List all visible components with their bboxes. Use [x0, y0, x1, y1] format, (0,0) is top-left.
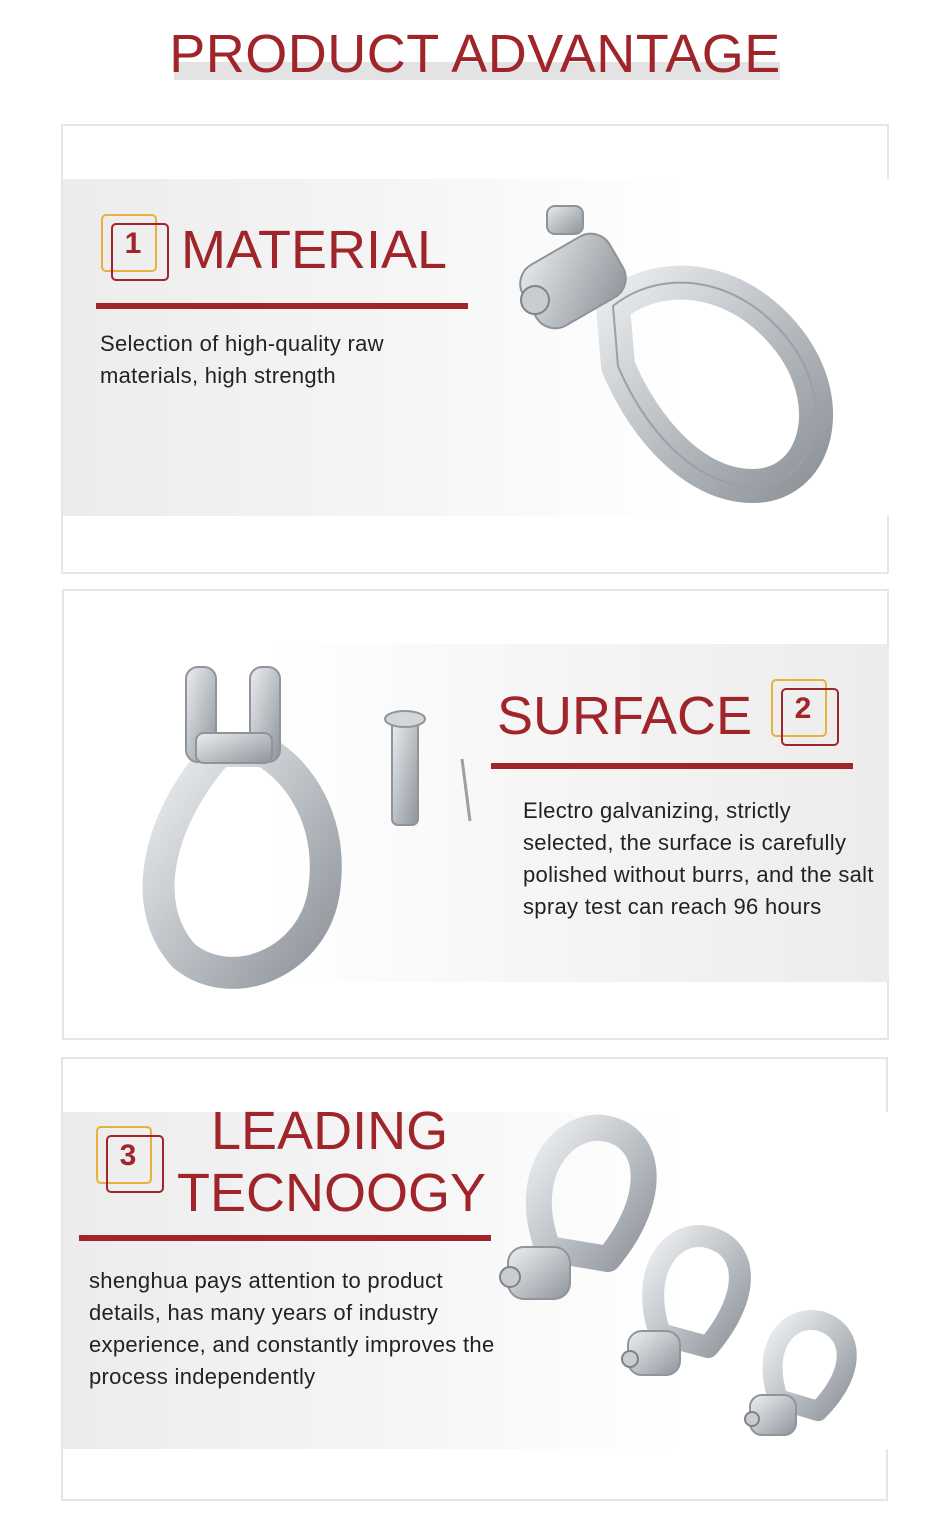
surface-rule: [491, 763, 853, 769]
technology-description: shenghua pays attention to product details, has many years of industry experience, and constantly improves the process independently: [89, 1268, 495, 1389]
page-title: PRODUCT ADVANTAGE: [169, 24, 781, 84]
material-heading: MATERIAL: [181, 220, 448, 280]
technology-heading-line1: LEADING: [211, 1101, 449, 1161]
hook-pin-cotter-image: [124, 661, 444, 991]
page-header: [0, 20, 950, 90]
clevis-link-image: [493, 196, 863, 506]
technology-number-badge: [96, 1126, 152, 1182]
material-number-badge: [101, 214, 157, 270]
technology-number: 3: [119, 1139, 137, 1172]
surface-heading: SURFACE: [497, 686, 753, 746]
surface-card: [62, 589, 889, 1040]
technology-card: [61, 1057, 888, 1501]
surface-description: Electro galvanizing, strictly selected, the surface is carefully polished without burrs, and the salt spray test can reach 96 hours: [523, 798, 874, 919]
material-card: [61, 124, 889, 574]
material-number: 1: [124, 227, 142, 260]
surface-number: 2: [794, 692, 812, 725]
technology-rule: [79, 1235, 491, 1241]
surface-number-badge: [771, 679, 827, 735]
material-rule: [96, 303, 468, 309]
technology-heading-line2: TECNOOGY: [177, 1163, 487, 1223]
three-clevis-links-image: [488, 1109, 888, 1449]
material-description: Selection of high-quality raw materials, high strength: [100, 331, 384, 388]
